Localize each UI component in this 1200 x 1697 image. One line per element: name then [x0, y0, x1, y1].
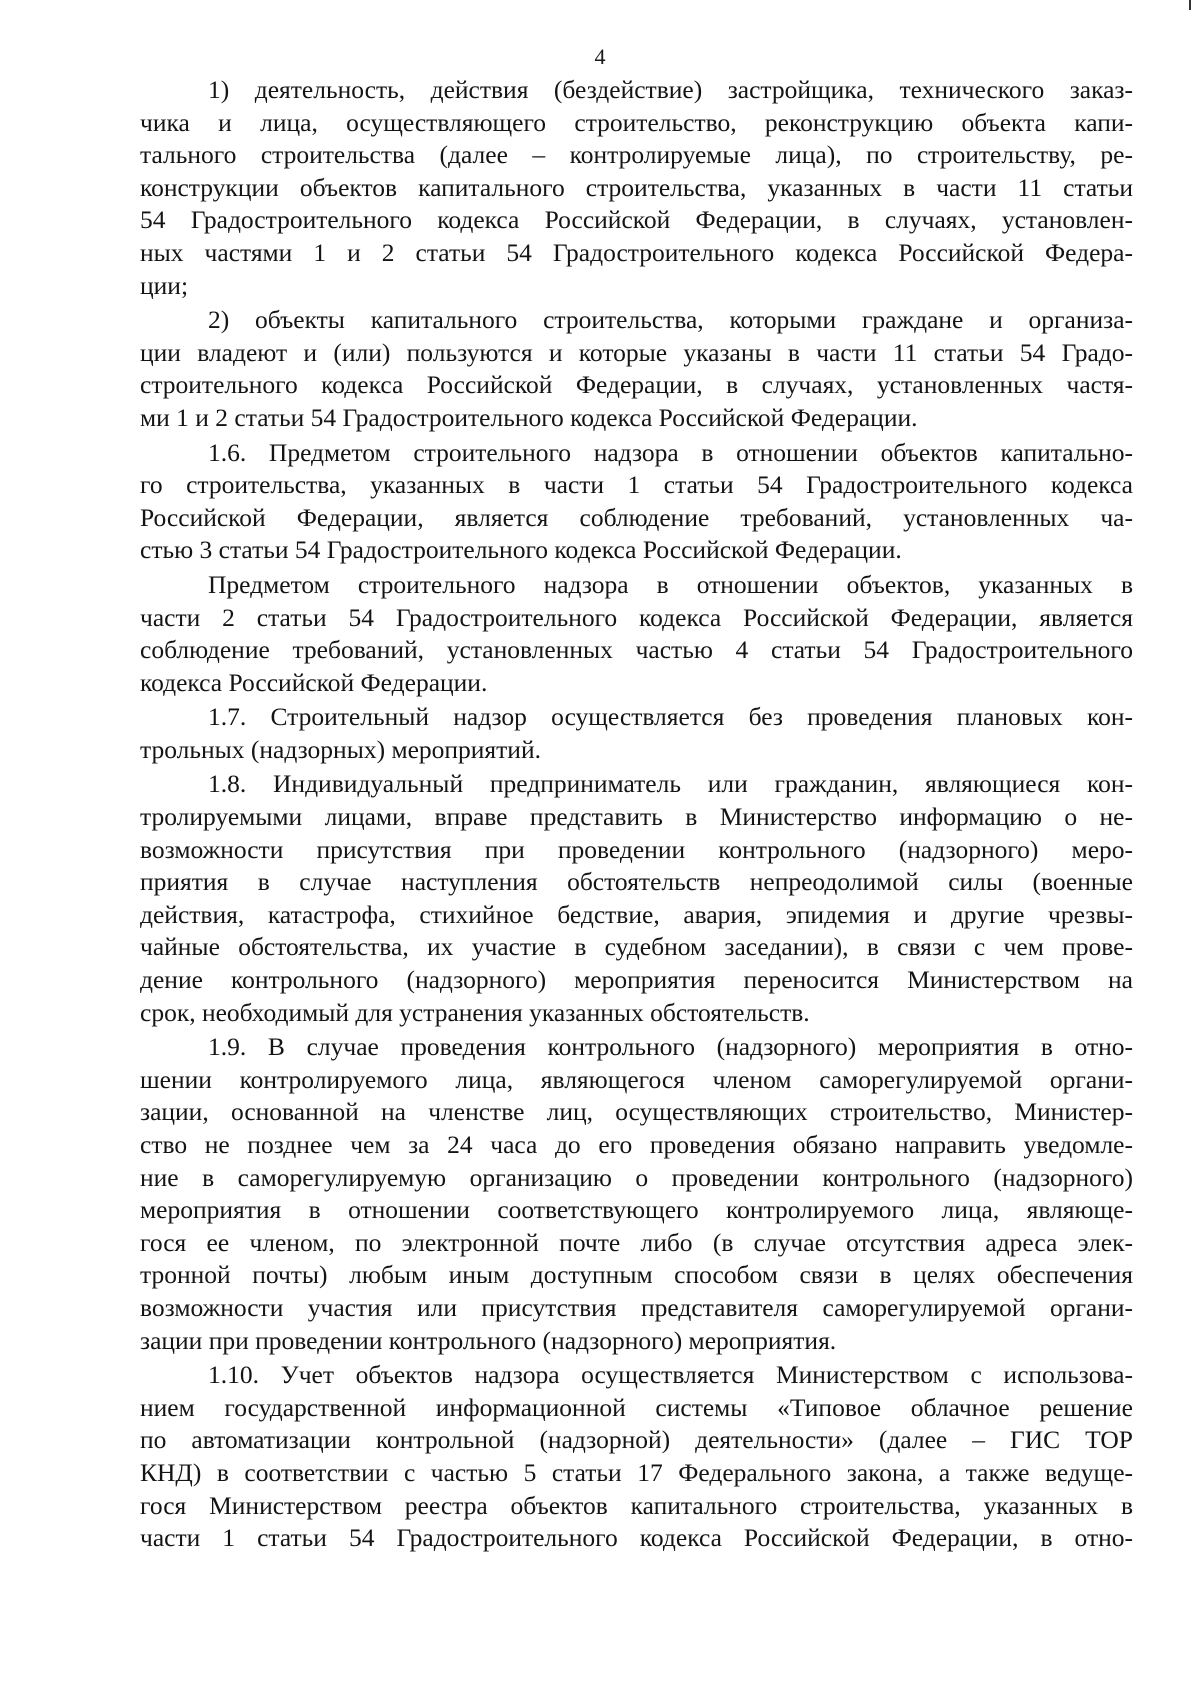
text-line: 1.7. Строительный надзор осуществляется без проведения плановых кон-: [208, 702, 1133, 732]
paragraph: [140, 1359, 1133, 1555]
text-line: гося ее членом, по электронной почте либо (в случае отсутствия адреса элек-: [140, 1227, 1133, 1257]
text-line: ние в саморегулируемую организацию о проведении контрольного (надзорного): [140, 1162, 1133, 1192]
paragraph: [140, 1031, 1133, 1357]
text-line: тролируемыми лицами, вправе представить в Министерство информацию о не-: [140, 802, 1133, 832]
text-line: тронной почты) любым иным доступным способом связи в целях обеспечения: [140, 1260, 1133, 1290]
paragraph: [140, 701, 1133, 766]
text-line: шении контролируемого лица, являющегося членом саморегулируемой органи-: [140, 1064, 1133, 1094]
text-line: конструкции объектов капитального строительства, указанных в части 11 статьи: [140, 172, 1133, 202]
text-line: гося Министерством реестра объектов капитального строительства, указанных в: [140, 1490, 1133, 1520]
text-line: трольных (надзорных) мероприятий.: [140, 734, 541, 764]
text-line: ство не позднее чем за 24 часа до его проведения обязано направить уведомле-: [140, 1130, 1133, 1159]
text-line: КНД) в соответствии с частью 5 статьи 17 Федерального закона, а также ведуще-: [140, 1457, 1133, 1487]
page-number: 4: [594, 44, 606, 69]
text-line: части 1 статьи 54 Градостроительного кодекса Российской Федерации, в отно-: [140, 1523, 1133, 1553]
text-line: 1.6. Предметом строительного надзора в отношении объектов капитально-: [208, 437, 1133, 467]
text-line: мероприятия в отношении соответствующего контролируемого лица, являюще-: [140, 1195, 1133, 1225]
text-line: возможности участия или присутствия представителя саморегулируемой органи-: [140, 1292, 1133, 1322]
paragraph: [140, 569, 1133, 699]
text-line: зации при проведении контрольного (надзорного) мероприятия.: [140, 1325, 837, 1355]
paragraph: [140, 74, 1133, 302]
text-line: зации, основанной на членстве лиц, осуществляющих строительство, Министер-: [140, 1097, 1133, 1127]
text-line: ных частями 1 и 2 статьи 54 Градостроительного кодекса Российской Федера-: [140, 237, 1133, 267]
text-line: го строительства, указанных в части 1 статьи 54 Градостроительного кодекса: [140, 470, 1133, 500]
text-line: возможности присутствия при проведении контрольного (надзорного) меро-: [140, 834, 1133, 864]
text-line: 1.9. В случае проведения контрольного (надзорного) мероприятия в отно-: [208, 1032, 1133, 1062]
text-line: 1.8. Индивидуальный предприниматель или гражданин, являющиеся кон-: [208, 769, 1133, 799]
text-line: тального строительства (далее – контролируемые лица), по строительству, ре-: [140, 140, 1133, 170]
text-line: 2) объекты капитального строительства, которыми граждане и организа-: [208, 305, 1133, 335]
text-line: кодекса Российской Федерации.: [140, 667, 488, 697]
text-line: чайные обстоятельства, их участие в судебном заседании), в связи с чем прове-: [140, 932, 1133, 962]
text-line: нием государственной информационной системы «Типовое облачное решение: [140, 1392, 1133, 1422]
text-line: 1) деятельность, действия (бездействие) застройщика, технического заказ-: [208, 75, 1133, 104]
text-line: ции;: [140, 270, 189, 300]
text-line: приятия в случае наступления обстоятельств непреодолимой силы (военные: [140, 867, 1133, 897]
text-line: Предметом строительного надзора в отношении объектов, указанных в: [208, 569, 1133, 599]
paragraph: [140, 768, 1133, 1029]
text-line: по автоматизации контрольной (надзорной) деятельности» (далее – ГИС ТОР: [140, 1425, 1133, 1455]
scan-edge-mark: [1189, 0, 1191, 10]
text-line: стью 3 статьи 54 Градостроительного кодекса Российской Федерации.: [140, 535, 902, 565]
text-line: части 2 статьи 54 Градостроительного кодекса Российской Федерации, является: [140, 602, 1133, 632]
paragraph: [140, 304, 1133, 434]
text-line: ми 1 и 2 статьи 54 Градостроительного кодекса Российской Федерации.: [140, 402, 918, 432]
text-line: соблюдение требований, установленных частью 4 статьи 54 Градостроительного: [140, 635, 1133, 665]
text-line: строительного кодекса Российской Федерации, в случаях, установленных частя-: [140, 370, 1133, 400]
text-line: Российской Федерации, является соблюдение требований, установленных ча-: [140, 502, 1133, 532]
text-line: 54 Градостроительного кодекса Российской Федерации, в случаях, установлен-: [140, 205, 1133, 235]
text-line: дение контрольного (надзорного) мероприятия переносится Министерством на: [140, 965, 1133, 995]
text-line: чика и лица, осуществляющего строительство, реконструкцию объекта капи-: [140, 107, 1133, 137]
paragraph: [140, 437, 1133, 567]
text-line: ции владеют и (или) пользуются и которые указаны в части 11 статьи 54 Градо-: [140, 337, 1133, 367]
text-line: срок, необходимый для устранения указанных обстоятельств.: [140, 997, 810, 1027]
text-line: 1.10. Учет объектов надзора осуществляется Министерством с использова-: [208, 1360, 1133, 1390]
text-line: действия, катастрофа, стихийное бедствие, авария, эпидемия и другие чрезвы-: [140, 899, 1133, 929]
document-body: [140, 74, 1133, 1557]
